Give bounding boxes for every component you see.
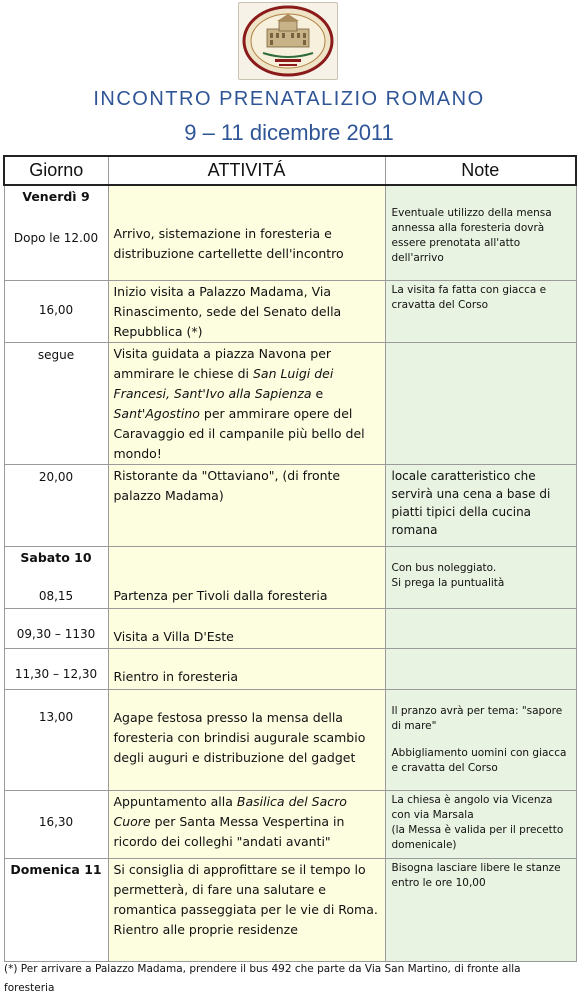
table-row — [4, 342, 576, 464]
event-dates: 9 – 11 dicembre 2011 — [184, 120, 394, 145]
note-text: Bisogna lasciare libere le stanze entro le ore 10,00 — [391, 861, 561, 889]
table-row — [4, 280, 576, 342]
time-cell — [4, 342, 108, 464]
column-header-giorno: Giorno — [4, 156, 108, 185]
table-row — [4, 185, 576, 280]
day-cell — [4, 185, 108, 280]
time-label: 16,30 — [38, 814, 74, 829]
note-cell — [385, 546, 576, 608]
note-cell — [385, 858, 576, 961]
note-cell — [385, 464, 576, 546]
note-cell — [385, 608, 576, 648]
time-cell — [4, 689, 108, 790]
time-cell — [4, 790, 108, 858]
table-row — [4, 689, 576, 790]
activity-text: Visita guidata a piazza Navona per ammirare le chiese di — [113, 345, 332, 381]
activity-text: Si consiglia di approfittare se il tempo lo permetterà, di fare una salutare e romantica passeggiata per le vie di Roma. — [113, 861, 378, 917]
activity-text: per Santa Messa Vespertina in ricordo dei colleghi "andati avanti" — [113, 813, 345, 849]
time-label: segue — [37, 347, 75, 362]
note-cell — [385, 790, 576, 858]
note-cell — [385, 280, 576, 342]
activity-cell — [108, 608, 385, 648]
table-row — [4, 608, 576, 648]
activity-text: e — [311, 385, 324, 401]
page-title: INCONTRO PRENATALIZIO ROMANO — [93, 88, 485, 110]
note-line: La chiesa è angolo via Vicenza con via Marsala — [391, 793, 553, 821]
note-text: locale caratteristico che servirà una cena a base di piatti tipici della cucina romana — [391, 468, 551, 537]
time-label: Dopo le 12.00 — [13, 231, 99, 245]
day-label: Venerdì 9 — [22, 189, 90, 204]
column-header-note: Note — [385, 156, 576, 185]
logo-frame — [238, 2, 338, 80]
time-label: 20,00 — [38, 469, 74, 484]
time-label: 16,00 — [38, 302, 74, 317]
activity-text: Rientro alle proprie residenze — [113, 921, 298, 937]
activity-cell — [108, 790, 385, 858]
note-cell — [385, 185, 576, 280]
day-cell — [4, 546, 108, 608]
note-text: Eventuale utilizzo della mensa annessa alla foresteria dovrà essere prenotata all'atto dell'arrivo — [391, 207, 552, 264]
time-label: 08,15 — [38, 588, 74, 603]
table-header-row — [4, 156, 576, 185]
column-header-attivita: ATTIVITÁ — [108, 156, 385, 185]
activity-cell — [108, 464, 385, 546]
table-row — [4, 790, 576, 858]
church-names: San Luigi dei Francesi, Sant'Ivo alla Sapienza — [113, 365, 334, 401]
day-cell — [4, 858, 108, 961]
day-label: Sabato 10 — [20, 549, 92, 565]
activity-text: Arrivo, sistemazione in foresteria e distribuzione cartellette dell'incontro — [113, 226, 344, 261]
activity-text: Visita a Villa D'Este — [113, 628, 234, 644]
activity-text: Ristorante da "Ottaviano", (di fronte palazzo Madama) — [113, 467, 341, 503]
schedule-table — [3, 155, 577, 962]
note-line: Con bus noleggiato. — [391, 561, 497, 574]
time-cell — [4, 608, 108, 648]
activity-cell — [108, 185, 385, 280]
footnote: (*) Per arrivare a Palazzo Madama, prendere il bus 492 che parte da Via San Martino, di fronte alla foresteria — [4, 963, 521, 994]
activity-cell — [108, 648, 385, 689]
activity-text: Rientro in foresteria — [113, 668, 239, 684]
time-cell — [4, 648, 108, 689]
note-line: Si prega la puntualità — [391, 576, 505, 589]
note-cell — [385, 689, 576, 790]
time-label: 11,30 – 12,30 — [14, 666, 98, 681]
activity-text: Inizio visita a Palazzo Madama, Via Rinascimento, sede del Senato della Repubblica (*) — [113, 283, 342, 339]
association-logo — [238, 2, 338, 80]
church-name: Sant'Agostino — [113, 405, 200, 421]
table-row — [4, 464, 576, 546]
activity-text: per ammirare opere del Caravaggio ed il campanile più bello del mondo! — [113, 405, 365, 461]
logo-image — [239, 3, 337, 79]
table-row — [4, 648, 576, 689]
activity-text: Partenza per Tivoli dalla foresteria — [113, 587, 328, 603]
day-label: Domenica 11 — [10, 861, 102, 877]
activity-text: Agape festosa presso la mensa della foresteria con brindisi augurale scambio degli auguri e distribuzione del gadget — [113, 709, 366, 765]
activity-cell — [108, 858, 385, 961]
time-cell — [4, 280, 108, 342]
note-cell — [385, 648, 576, 689]
table-row — [4, 546, 576, 608]
note-line: (la Messa è valida per il precetto domenicale) — [391, 823, 564, 851]
activity-cell — [108, 689, 385, 790]
note-spacer — [392, 734, 572, 746]
activity-cell — [108, 342, 385, 464]
table-row — [4, 858, 576, 961]
basilica-name: Basilica del Sacro Cuore — [113, 793, 347, 829]
time-cell — [4, 464, 108, 546]
activity-cell — [108, 280, 385, 342]
note-text: La visita fa fatta con giacca e cravatta del Corso — [391, 283, 547, 311]
note-cell — [385, 342, 576, 464]
time-label: 13,00 — [38, 709, 74, 724]
note-line: Abbigliamento uomini con giacca e cravatta del Corso — [391, 746, 567, 774]
time-label: 09,30 – 1130 — [16, 626, 96, 641]
activity-cell — [108, 546, 385, 608]
note-line: Il pranzo avrà per tema: "sapore di mare" — [391, 704, 563, 732]
activity-text: Appuntamento alla — [113, 793, 237, 809]
